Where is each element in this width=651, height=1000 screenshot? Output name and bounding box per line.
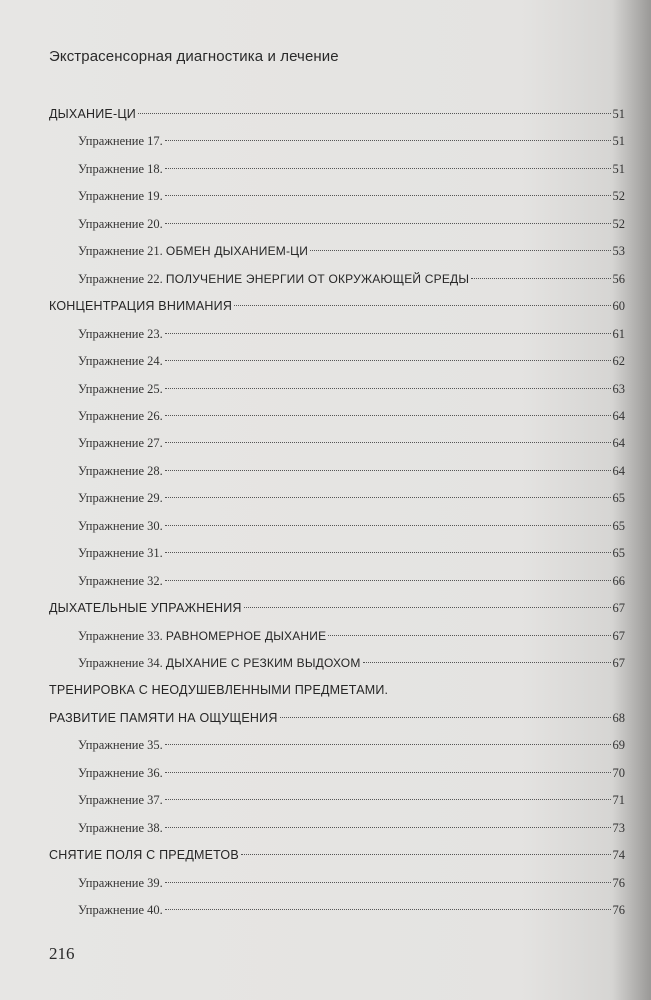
toc-entry-label — [78, 403, 163, 430]
toc-exercise-entry — [78, 403, 625, 430]
dot-leader — [165, 799, 611, 800]
page-number: 216 — [49, 944, 75, 963]
toc-entry-title: Упражнение 17. — [78, 134, 163, 149]
toc-page-number: 66 — [612, 573, 625, 588]
dot-leader — [244, 607, 611, 608]
dot-leader — [471, 278, 610, 279]
toc-entry-title: Упражнение 37. — [78, 793, 163, 808]
toc-entry-title: Упражнение 22. — [78, 271, 163, 286]
toc-entry-label — [49, 293, 232, 320]
toc-entry-label — [49, 842, 239, 869]
toc-entry-title: Упражнение 29. — [78, 491, 163, 506]
dot-leader — [310, 250, 610, 251]
toc-exercise-entry — [78, 870, 625, 897]
toc-entry-label — [78, 238, 308, 265]
toc-entry-label — [78, 376, 163, 403]
toc-section-entry — [49, 101, 625, 128]
dot-leader — [165, 470, 611, 471]
dot-leader — [234, 305, 610, 306]
dot-leader — [328, 635, 610, 636]
dot-leader — [165, 333, 611, 334]
toc-entry-label — [49, 101, 136, 128]
toc-entry-label — [78, 623, 326, 650]
toc-exercise-entry — [78, 623, 625, 650]
toc-page-number: 51 — [612, 107, 625, 121]
toc-entry-title: Упражнение 27. — [78, 436, 163, 451]
dot-leader — [363, 662, 611, 663]
toc-entry-title: Упражнение 32. — [78, 573, 163, 588]
dot-leader — [165, 442, 611, 443]
toc-entry-subtitle: ОБМЕН ДЫХАНИЕМ-ЦИ — [165, 244, 309, 259]
dot-leader — [165, 360, 611, 361]
dot-leader — [165, 140, 611, 141]
toc-exercise-entry — [78, 650, 625, 677]
toc-entry-title: Упражнение 21. — [78, 244, 163, 259]
toc-entry-label — [49, 677, 388, 704]
toc-entry-label — [78, 897, 163, 924]
toc-page-number: 63 — [612, 381, 625, 396]
toc-exercise-entry — [78, 376, 625, 403]
toc-entry-title: Упражнение 24. — [78, 354, 163, 369]
toc-entry-label — [78, 540, 163, 567]
toc-exercise-entry — [78, 321, 625, 348]
toc-entry-title: Упражнение 23. — [78, 326, 163, 341]
toc-page-number: 68 — [612, 710, 625, 725]
dot-leader — [165, 223, 611, 224]
toc-entry-label — [78, 760, 163, 787]
toc-exercise-entry — [78, 430, 625, 457]
dot-leader — [165, 909, 611, 910]
toc-entry-label — [49, 595, 242, 622]
toc-exercise-entry — [78, 458, 625, 485]
toc-entry-label — [78, 485, 163, 512]
toc-entry-subtitle: ПОЛУЧЕНИЕ ЭНЕРГИИ ОТ ОКРУЖАЮЩЕЙ СРЕДЫ — [165, 271, 470, 286]
toc-exercise-entry — [78, 348, 625, 375]
dot-leader — [138, 113, 611, 114]
toc-entry-label — [78, 430, 163, 457]
toc-page-number: 60 — [612, 299, 625, 314]
toc-entry-label — [78, 732, 163, 759]
toc-entry-title: ДЫХАТЕЛЬНЫЕ УПРАЖНЕНИЯ — [49, 601, 242, 616]
toc-page-number: 74 — [612, 848, 625, 863]
toc-entry-subtitle: РАВНОМЕРНОЕ ДЫХАНИЕ — [165, 628, 327, 643]
toc-section-entry — [49, 293, 625, 320]
toc-section-entry — [49, 705, 625, 732]
dot-leader — [165, 744, 611, 745]
toc-entry-title: Упражнение 39. — [78, 875, 163, 890]
toc-entry-title: СНЯТИЕ ПОЛЯ С ПРЕДМЕТОВ — [49, 848, 239, 863]
toc-entry-label — [78, 650, 361, 677]
dot-leader — [165, 415, 611, 416]
toc-page-number: 51 — [612, 161, 625, 176]
toc-page-number: 65 — [612, 491, 625, 506]
dot-leader — [165, 168, 611, 169]
dot-leader — [241, 854, 611, 855]
toc-entry-title: Упражнение 18. — [78, 161, 163, 176]
toc-entry-label — [78, 348, 163, 375]
toc-entry-title: Упражнение 28. — [78, 463, 163, 478]
dot-leader — [280, 717, 611, 718]
toc-exercise-entry — [78, 732, 625, 759]
toc-section-entry — [49, 842, 625, 869]
toc-exercise-entry — [78, 485, 625, 512]
toc-entry-title: Упражнение 36. — [78, 765, 163, 780]
toc-entry-label — [78, 815, 163, 842]
toc-section-entry — [49, 595, 625, 622]
running-head: Экстрасенсорная диагностика и лечение — [49, 48, 339, 65]
toc-page-number: 52 — [612, 189, 625, 204]
toc-page-number: 67 — [612, 628, 625, 643]
dot-leader — [165, 772, 611, 773]
toc-entry-title: Упражнение 33. — [78, 628, 163, 643]
toc-exercise-entry — [78, 238, 625, 265]
toc-entry-title: Упражнение 19. — [78, 189, 163, 204]
dot-leader — [165, 552, 611, 553]
toc-page-number: 64 — [612, 463, 625, 478]
toc-entry-subtitle: ДЫХАНИЕ С РЕЗКИМ ВЫДОХОМ — [165, 656, 361, 670]
toc-entry-title: Упражнение 26. — [78, 408, 163, 423]
toc-entry-label — [78, 870, 163, 897]
toc-entry-label — [78, 458, 163, 485]
toc-page-number: 65 — [612, 518, 625, 533]
dot-leader — [165, 525, 611, 526]
dot-leader — [165, 497, 611, 498]
dot-leader — [165, 580, 611, 581]
toc-page-number: 62 — [612, 354, 625, 369]
toc-exercise-entry — [78, 897, 625, 924]
toc-page-number: 65 — [612, 546, 625, 561]
toc-entry-title: КОНЦЕНТРАЦИЯ ВНИМАНИЯ — [49, 299, 233, 314]
toc-entry-label — [78, 156, 163, 183]
toc-entry-title: Упражнение 38. — [78, 820, 163, 835]
toc-page-number: 67 — [612, 601, 625, 616]
toc-page-number: 51 — [612, 134, 625, 149]
toc-exercise-entry — [78, 183, 625, 210]
toc-page-number: 64 — [612, 408, 625, 423]
toc-entry-title: Упражнение 31. — [78, 546, 163, 561]
dot-leader — [165, 827, 611, 828]
toc-exercise-entry — [78, 128, 625, 155]
toc-entry-title: Упражнение 40. — [78, 903, 163, 918]
toc-exercise-entry — [78, 568, 625, 595]
toc-entry-label — [78, 513, 163, 540]
dot-leader — [165, 388, 611, 389]
toc-page-number: 67 — [612, 656, 625, 670]
toc-section-entry — [49, 677, 625, 704]
toc-entry-label — [78, 266, 469, 293]
toc-page-number: 73 — [612, 820, 625, 835]
toc-page-number: 76 — [612, 903, 625, 918]
toc-entry-label — [78, 211, 163, 238]
toc-entry-label — [78, 568, 163, 595]
toc-entry-title: Упражнение 35. — [78, 738, 163, 753]
toc-entry-title: Упражнение 30. — [78, 518, 163, 533]
dot-leader — [165, 195, 611, 196]
toc-entry-title: Упражнение 20. — [78, 216, 163, 231]
toc-exercise-entry — [78, 266, 625, 293]
toc-entry-title: Упражнение 25. — [78, 381, 163, 396]
toc-page-number: 69 — [612, 738, 625, 753]
toc-entry-label — [78, 128, 163, 155]
toc-exercise-entry — [78, 787, 625, 814]
toc-exercise-entry — [78, 156, 625, 183]
toc-exercise-entry — [78, 815, 625, 842]
dot-leader — [165, 882, 611, 883]
toc-exercise-entry — [78, 760, 625, 787]
toc-entry-label — [78, 321, 163, 348]
toc-exercise-entry — [78, 540, 625, 567]
toc-page-number: 61 — [612, 326, 625, 341]
toc-exercise-entry — [78, 513, 625, 540]
toc-entry-title: ДЫХАНИЕ-ЦИ — [49, 107, 136, 121]
toc-page-number: 64 — [612, 436, 625, 451]
toc-page-number: 52 — [612, 216, 625, 231]
toc-page-number: 76 — [612, 875, 625, 890]
toc-page-number: 56 — [612, 271, 625, 286]
toc-entry-title: Упражнение 34. — [78, 656, 163, 670]
toc-entry-title: РАЗВИТИЕ ПАМЯТИ НА ОЩУЩЕНИЯ — [49, 710, 278, 725]
toc-page-number: 53 — [612, 244, 625, 259]
toc-entry-label — [78, 183, 163, 210]
toc-entry-title: ТРЕНИРОВКА С НЕОДУШЕВЛЕННЫМИ ПРЕДМЕТАМИ. — [49, 683, 389, 698]
toc-page-number: 70 — [612, 765, 625, 780]
toc-page-number: 71 — [612, 793, 625, 808]
toc-entry-label — [49, 705, 278, 732]
toc-entry-label — [78, 787, 163, 814]
toc-exercise-entry — [78, 211, 625, 238]
